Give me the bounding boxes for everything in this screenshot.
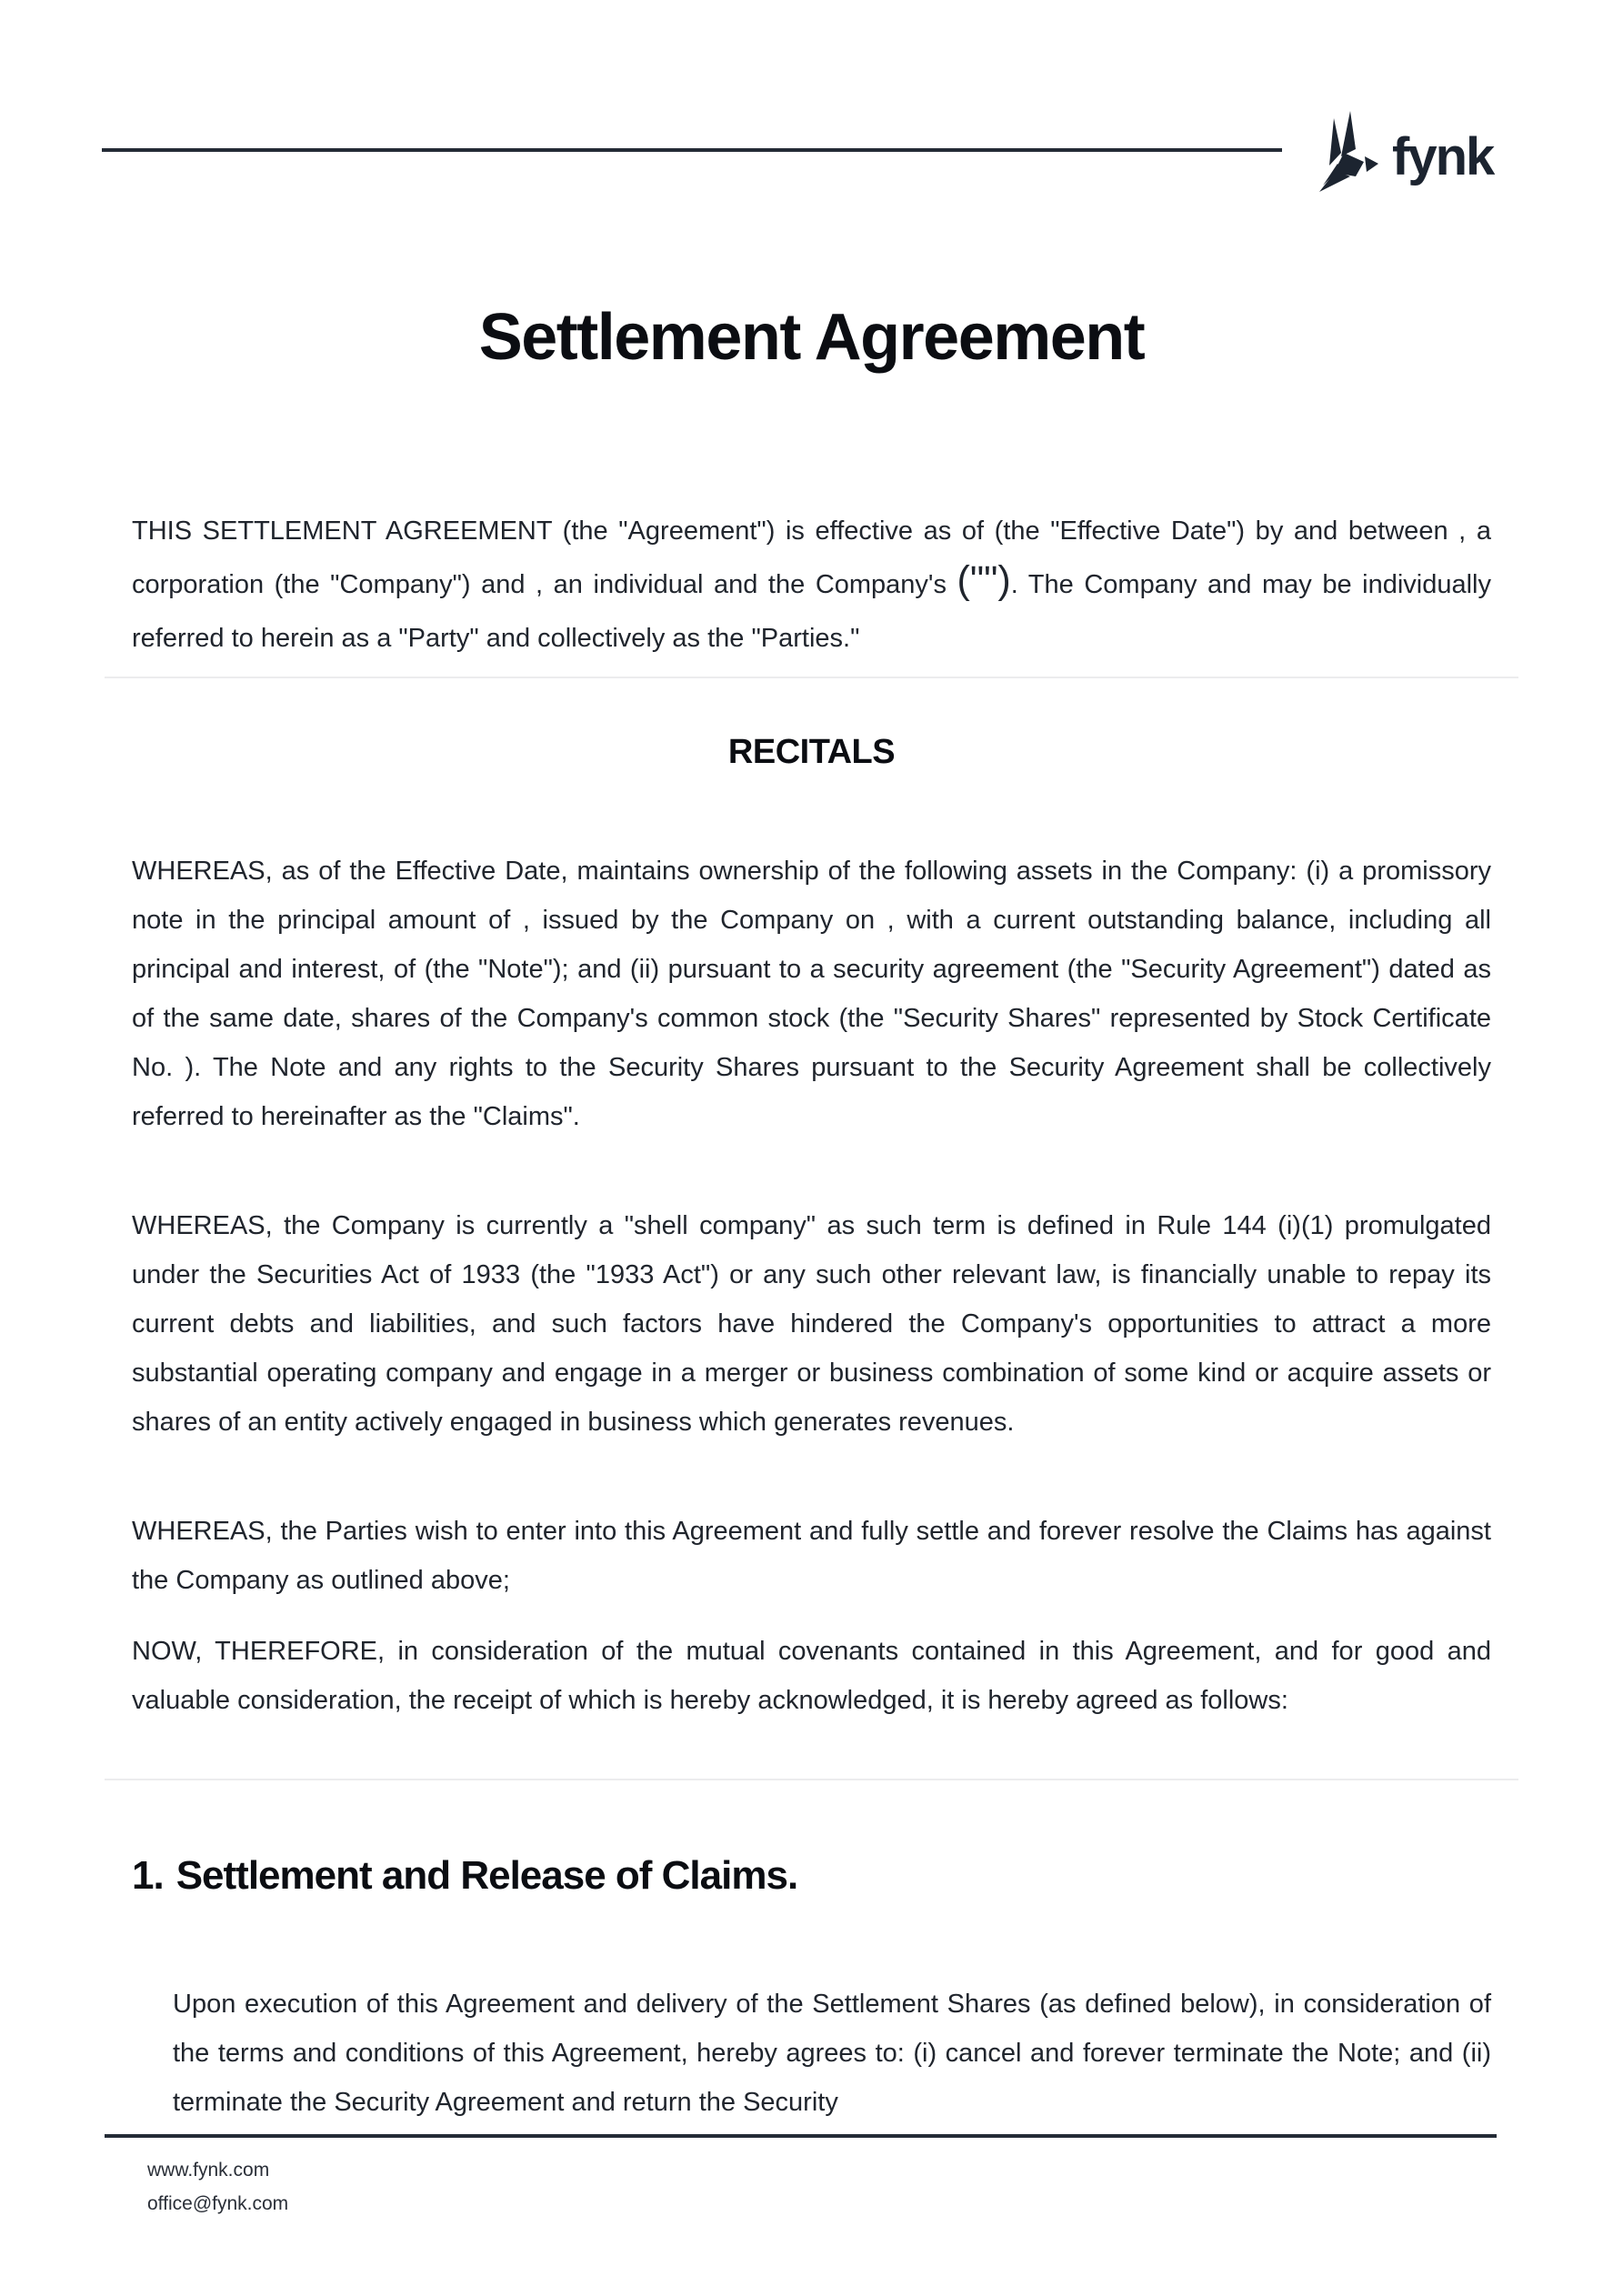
section-number: 1. (132, 1853, 164, 1898)
section-divider (105, 1779, 1518, 1780)
fynk-logo (1314, 102, 1505, 193)
intro-text-before: THIS SETTLEMENT AGREEMENT (the "Agreement") is effective as of (the "Effective Date") by and between , a corporation (the "Company") and , an individual and the Company's (132, 516, 1491, 599)
empty-placeholder-field: ("") (957, 558, 1011, 602)
recital-paragraph-1: WHEREAS, as of the Effective Date, maintains ownership of the following assets in the Company: (i) a promissory note in the principal amount of , issued by the Company on , with a current outstanding balance, including all principal and interest, of (the "Note"); and (ii) pursuant to a security agreement (the "Security Agreement") dated as of the same date, shares of the Company's common stock (the "Security Shares" represented by Stock Certificate No. ). The Note and any rights to the Security Shares pursuant to the Security Agreement shall be collectively referred to hereinafter as the "Claims". (132, 857, 1491, 1131)
footer (147, 2153, 288, 2221)
origami-bird-icon (1314, 105, 1381, 193)
recital-paragraph-2: WHEREAS, the Company is currently a "shell company" as such term is defined in Rule 144 (i)(1) promulgated under the Securities Act of 1933 (the "1933 Act") or any such other relevant law, is financially unable to repay its current debts and liabilities, and such factors have hindered the Company's opportunities to attract a more substantial operating company and engage in a merger or business combination of some kind or acquire assets or shares of an entity actively engaged in business which generates revenues. (132, 1211, 1491, 1437)
footer-website: www.fynk.com (147, 2160, 270, 2181)
section-title: Settlement and Release of Claims. (175, 1853, 798, 1898)
recital-paragraph-4: NOW, THEREFORE, in consideration of the mutual covenants contained in this Agreement, and for good and valuable consideration, the receipt of which is hereby acknowledged, it is hereby agreed as follows: (132, 1637, 1491, 1715)
section-divider (105, 677, 1518, 678)
header-rule (102, 148, 1282, 152)
intro-paragraph (132, 505, 1491, 666)
document-title: Settlement Agreement (478, 301, 1145, 374)
intro-text-after: . The Company and may be individually referred to herein as a "Party" and collectively as the "Parties." (132, 570, 1491, 653)
section-1-paragraph: Upon execution of this Agreement and delivery of the Settlement Shares (as defined below), in consideration of the terms and conditions of this Agreement, hereby agrees to: (i) cancel and forever terminate the Note; and (ii) terminate the Security Agreement and return the Security (173, 1990, 1491, 2117)
section-1-heading (132, 1853, 1496, 1899)
logo-wordmark: fynk (1392, 127, 1494, 186)
footer-email: office@fynk.com (147, 2193, 289, 2214)
recital-paragraph-3: WHEREAS, the Parties wish to enter into this Agreement and fully settle and forever resolve the Claims has against the Company as outlined above; (132, 1517, 1491, 1595)
footer-rule (105, 2134, 1497, 2138)
recitals-heading: RECITALS (727, 733, 896, 771)
